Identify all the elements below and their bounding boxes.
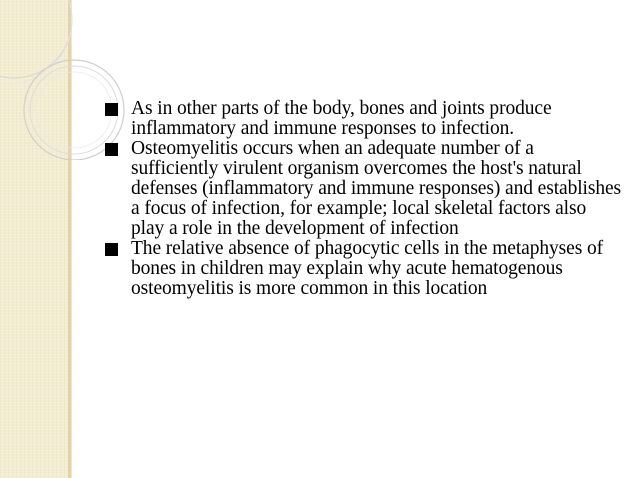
square-bullet-icon <box>103 239 131 259</box>
bullet-text: The relative absence of phagocytic cells in the metaphyses of bones in children may explain why acute hematogenous osteomyelitis is more common in this location <box>131 238 604 299</box>
square-bullet-icon <box>103 99 131 119</box>
list-item <box>103 239 623 299</box>
list-item <box>103 139 623 239</box>
bullet-list <box>103 99 623 299</box>
bullet-text: Osteomyelitis occurs when an adequate number of a sufficiently virulent organism overcomes the host's natural defenses (inflammatory and immune responses) and establishes a focus of infection, for example; local skeletal factors also play a role in the development of infection <box>131 138 622 239</box>
bullet-text: As in other parts of the body, bones and joints produce inflammatory and immune responses to infection. <box>131 98 552 139</box>
list-item <box>103 99 623 139</box>
square-bullet-icon <box>103 139 131 159</box>
